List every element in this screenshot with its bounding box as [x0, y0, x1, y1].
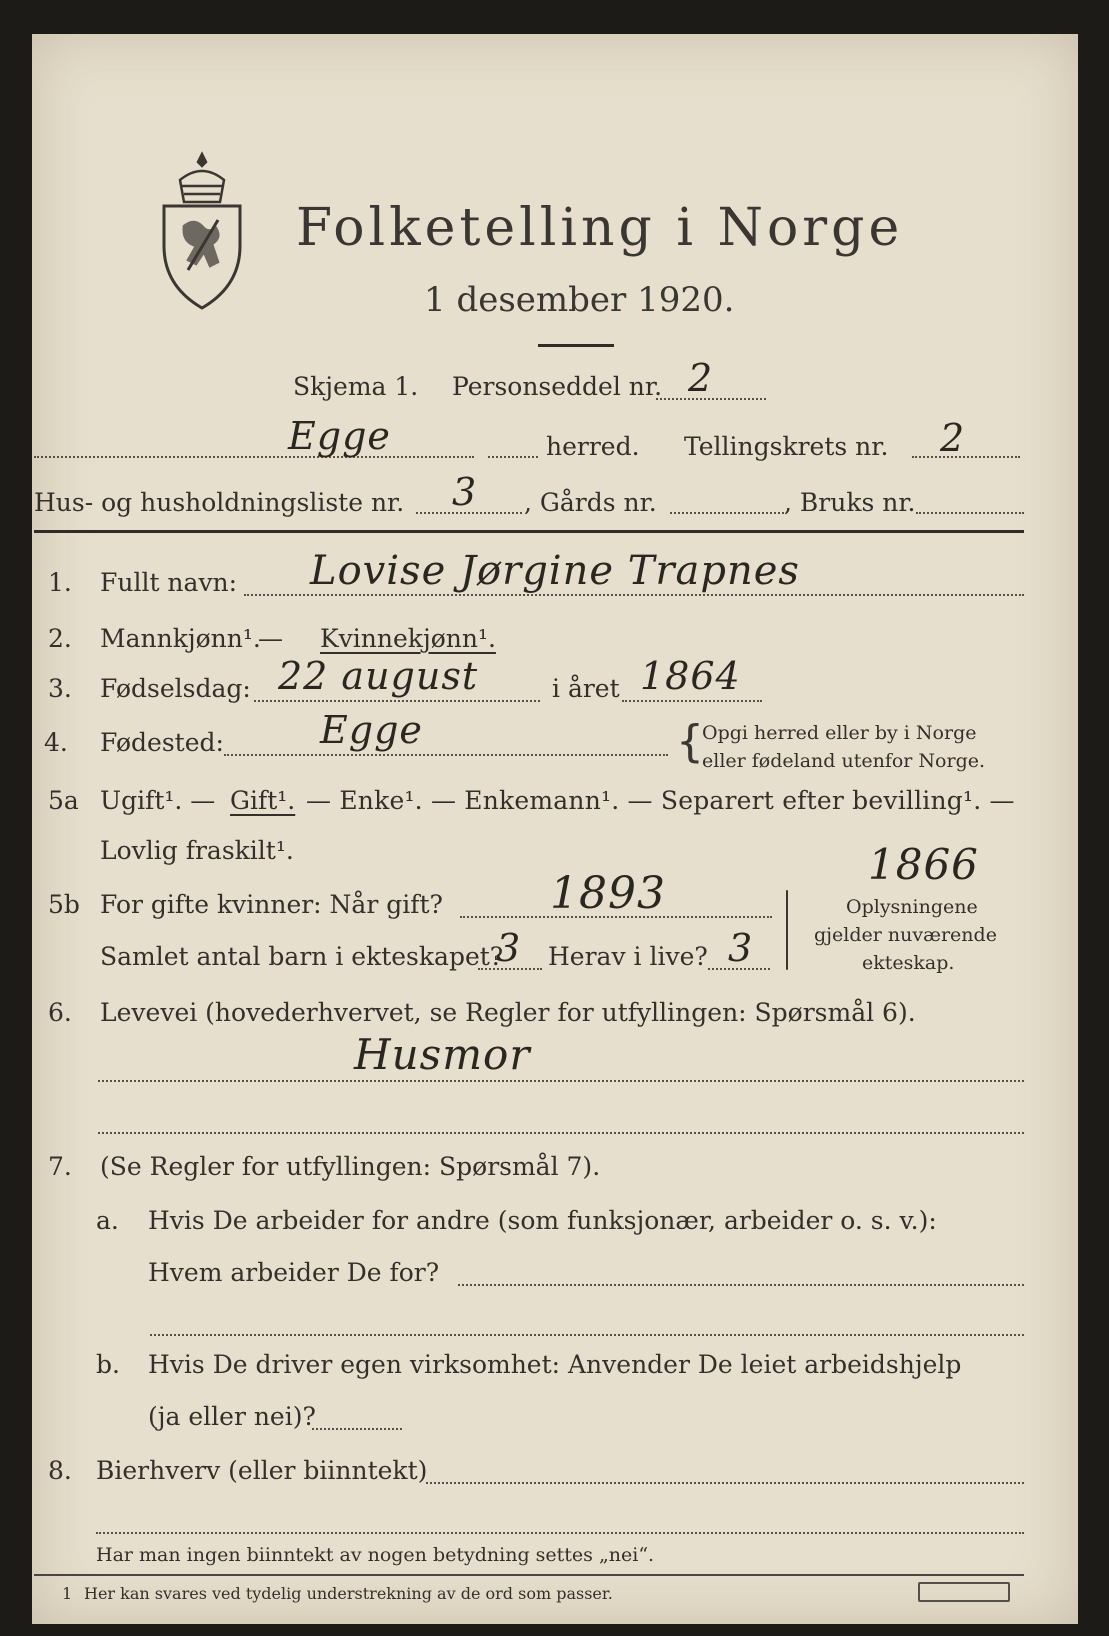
q4-line [224, 754, 668, 756]
tellingskrets-line [912, 456, 1020, 458]
q7a-line1: Hvis De arbeider for andre (som funksjonær, arbeider o. s. v.): [148, 1206, 937, 1235]
footnote-rule [34, 1574, 1024, 1576]
q5b-alive-label: Herav i live? [548, 942, 708, 971]
q6-line-1 [98, 1080, 1024, 1082]
tellingskrets-value: 2 [940, 416, 966, 460]
q5a-ugift: Ugift¹. — [100, 786, 216, 815]
q5a-options: — Enke¹. — Enkemann¹. — Separert efter bevilling¹. — [306, 786, 1015, 815]
norwegian-coat-of-arms-icon [160, 150, 244, 312]
header-rule [34, 530, 1024, 533]
q1-number: 1. [48, 568, 72, 597]
q5b-married-value: 1893 [550, 868, 666, 919]
q4-note-line1: Opgi herred eller by i Norge [702, 722, 977, 744]
herred-value: Egge [288, 414, 391, 458]
q5b-note-line2: gjelder nuværende [814, 924, 997, 946]
q7b-line2: (ja eller nei)? [148, 1402, 316, 1431]
q5a-line2: Lovlig fraskilt¹. [100, 836, 294, 865]
q3-label: Fødselsdag: [100, 674, 251, 703]
q4-note-line2: eller fødeland utenfor Norge. [702, 750, 986, 772]
title-divider [538, 344, 614, 347]
q5b-label: For gifte kvinner: Når gift? [100, 890, 443, 919]
gards-line [670, 512, 784, 514]
q8-number: 8. [48, 1456, 72, 1485]
q7a-answer-line-2 [150, 1334, 1024, 1336]
bruks-label: , Bruks nr. [784, 488, 916, 517]
q5a-gift-selected: Gift¹. [230, 786, 296, 815]
q2-dash: — [258, 624, 283, 653]
q7a-letter: a. [96, 1206, 119, 1235]
q3-day-value: 22 august [278, 654, 479, 698]
q6-value: Husmor [354, 1030, 531, 1079]
q3-day-line [254, 700, 540, 702]
husholdningsliste-label: Hus- og husholdningsliste nr. [34, 488, 405, 517]
personseddel-value: 2 [688, 356, 714, 400]
bruks-line [916, 512, 1024, 514]
q6-line-2 [98, 1132, 1024, 1134]
q8-answer-line-1 [426, 1482, 1024, 1484]
q2-number: 2. [48, 624, 72, 653]
q3-year-label: i året [552, 674, 620, 703]
q4-value: Egge [320, 708, 423, 752]
q5b-note-line3: ekteskap. [862, 952, 955, 974]
q8-label: Bierhverv (eller biinntekt) [96, 1456, 428, 1485]
footnote-text: Her kan svares ved tydelig understrekning av de ord som passer. [84, 1584, 613, 1603]
q5a-number: 5a [48, 786, 79, 815]
census-date: 1 desember 1920. [424, 280, 735, 320]
q7b-answer-line [312, 1428, 402, 1430]
q6-number: 6. [48, 998, 72, 1027]
q7a-line2: Hvem arbeider De for? [148, 1258, 440, 1287]
q1-line [244, 594, 1024, 596]
q8-answer-line-2 [96, 1532, 1024, 1534]
q4-label: Fødested: [100, 728, 224, 757]
herred-line [34, 456, 474, 458]
form-title: Folketelling i Norge [296, 198, 904, 258]
q3-number: 3. [48, 674, 72, 703]
q4-brace-icon: { [676, 716, 704, 767]
q2-female-selected: Kvinnekjønn¹. [320, 624, 496, 653]
printer-mark [918, 1582, 1010, 1602]
q7a-answer-line-1 [458, 1284, 1024, 1286]
gards-label: , Gårds nr. [524, 488, 657, 517]
biinntekt-note: Har man ingen biinntekt av nogen betydning settes „nei“. [96, 1544, 655, 1566]
herred-line-2 [488, 456, 538, 458]
personseddel-label: Personseddel nr. [452, 372, 663, 401]
husholdningsliste-value: 3 [452, 470, 478, 514]
q3-year-value: 1864 [640, 654, 741, 698]
q5b-children-label: Samlet antal barn i ekteskapet? [100, 942, 504, 971]
q5b-children-value: 3 [496, 926, 522, 970]
herred-label: herred. [546, 432, 640, 461]
q1-value: Lovise Jørgine Trapnes [310, 548, 800, 594]
q7-number: 7. [48, 1152, 72, 1181]
q7b-letter: b. [96, 1350, 120, 1379]
q3-year-line [622, 700, 762, 702]
q5b-alive-value: 3 [728, 926, 754, 970]
q5b-extra-value: 1866 [868, 840, 979, 889]
q7-label: (Se Regler for utfyllingen: Spørsmål 7). [100, 1152, 601, 1181]
q4-number: 4. [44, 728, 68, 757]
q2-male: Mannkjønn¹. [100, 624, 261, 653]
tellingskrets-label: Tellingskrets nr. [684, 432, 889, 461]
q7b-line1: Hvis De driver egen virksomhet: Anvender De leiet arbeidshjelp [148, 1350, 962, 1379]
q1-label: Fullt navn: [100, 568, 238, 597]
skjema-label: Skjema 1. [293, 372, 419, 401]
footnote-number: 1 [62, 1584, 73, 1603]
q5b-bracket [786, 890, 788, 970]
q5b-note-line1: Oplysningene [846, 896, 978, 918]
q5b-number: 5b [48, 890, 80, 919]
q6-label: Levevei (hovederhvervet, se Regler for utfyllingen: Spørsmål 6). [100, 998, 916, 1027]
